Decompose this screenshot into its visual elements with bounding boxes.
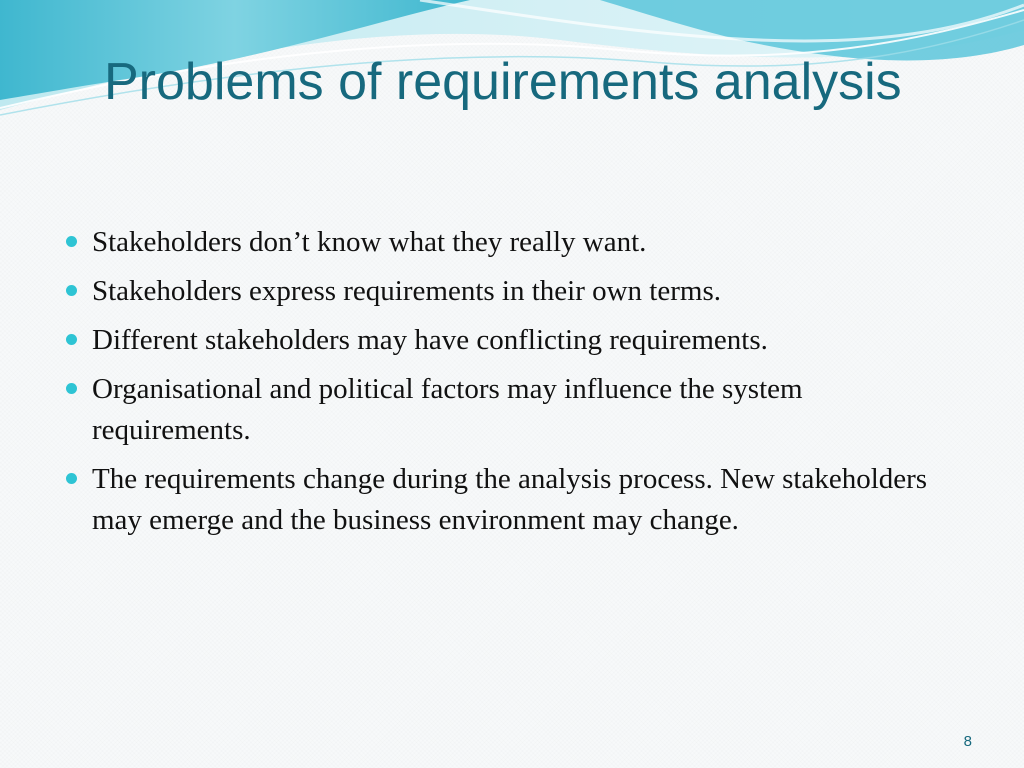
- bullet-dot-icon: [66, 383, 77, 394]
- bullet-item: [62, 320, 962, 361]
- bullet-text: Organisational and political factors may influence the system requirements.: [92, 373, 803, 446]
- bullet-item: [62, 459, 962, 541]
- slide-title: Problems of requirements analysis: [104, 53, 902, 111]
- bullet-text: Different stakeholders may have conflicting requirements.: [92, 324, 768, 356]
- bullet-text: The requirements change during the analysis process. New stakeholders may emerge and the business environment may change.: [92, 463, 928, 536]
- bullet-dot-icon: [66, 236, 77, 247]
- bullet-item: [62, 271, 962, 312]
- bullet-item: [62, 369, 962, 451]
- page-number: 8: [963, 733, 972, 750]
- bullet-text: Stakeholders don’t know what they really want.: [92, 226, 647, 258]
- bullet-item: [62, 222, 962, 263]
- bullet-text: Stakeholders express requirements in their own terms.: [92, 275, 721, 307]
- bullet-dot-icon: [66, 473, 77, 484]
- bullet-list: [62, 222, 962, 549]
- bullet-dot-icon: [66, 285, 77, 296]
- bullet-dot-icon: [66, 334, 77, 345]
